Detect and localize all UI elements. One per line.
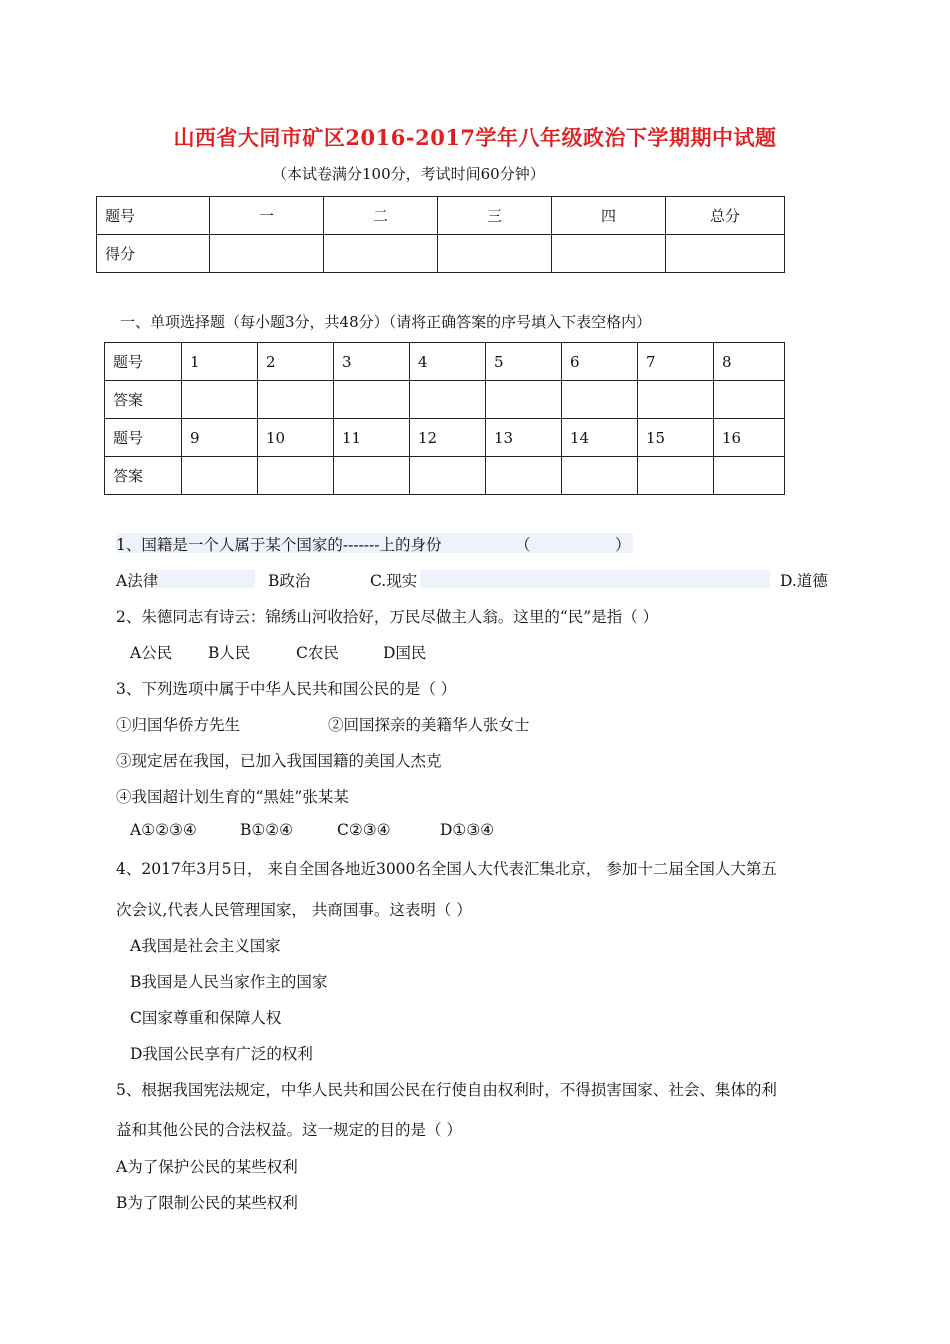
- question-number-cell: 4: [410, 343, 486, 381]
- question-number-cell: 14: [562, 419, 638, 457]
- score-cell[interactable]: [552, 235, 666, 273]
- score-value-row: [97, 235, 785, 273]
- question-2-option-a[interactable]: A公民: [130, 644, 173, 662]
- answer-number-row: [105, 343, 785, 381]
- highlight-band: [155, 570, 255, 588]
- score-table: [96, 196, 785, 273]
- answer-cell[interactable]: [258, 457, 334, 495]
- question-5-option-a[interactable]: A为了保护公民的某些权利: [116, 1158, 298, 1176]
- question-number-cell: 13: [486, 419, 562, 457]
- question-number-cell: 5: [486, 343, 562, 381]
- score-header-cell: 题号: [97, 197, 210, 235]
- exam-title: 山西省大同市矿区2016-2017学年八年级政治下学期期中试题: [173, 125, 777, 150]
- question-number-cell: 7: [638, 343, 714, 381]
- question-number-cell: 9: [182, 419, 258, 457]
- answer-row-label: 答案: [105, 381, 182, 419]
- question-4-stem-line-1: 4、2017年3月5日， 来自全国各地近3000名全国人大代表汇集北京， 参加十二届全国人大第五: [116, 860, 777, 878]
- question-3-option-c[interactable]: C②③④: [337, 821, 391, 839]
- answer-cell[interactable]: [410, 381, 486, 419]
- question-3-item-4: ④我国超计划生育的“黑娃”张某某: [116, 788, 349, 806]
- answer-cell[interactable]: [334, 381, 410, 419]
- question-number-cell: 8: [714, 343, 785, 381]
- question-number-cell: 2: [258, 343, 334, 381]
- answer-row-label: 题号: [105, 343, 182, 381]
- answer-cell[interactable]: [638, 381, 714, 419]
- question-2-stem: 2、朱德同志有诗云：锦绣山河收拾好，万民尽做主人翁。这里的“民”是指（ ）: [116, 608, 659, 626]
- score-header-cell: 三: [438, 197, 552, 235]
- answer-cell[interactable]: [182, 381, 258, 419]
- answer-table: [104, 342, 785, 495]
- question-3-option-b[interactable]: B①②④: [240, 821, 294, 839]
- question-1-paren-close: ）: [615, 536, 631, 554]
- question-3-item-2: ②回国探亲的美籍华人张女士: [328, 716, 530, 734]
- answer-blank-row: [105, 381, 785, 419]
- question-number-cell: 6: [562, 343, 638, 381]
- question-number-cell: 11: [334, 419, 410, 457]
- score-cell[interactable]: [666, 235, 785, 273]
- question-3-option-d[interactable]: D①③④: [440, 821, 495, 839]
- answer-row-label: 题号: [105, 419, 182, 457]
- question-1-paren-open: （: [515, 536, 531, 554]
- question-1-option-a[interactable]: A法律: [116, 572, 159, 590]
- question-number-cell: 15: [638, 419, 714, 457]
- question-3-item-3: ③现定居在我国，已加入我国国籍的美国人杰克: [116, 752, 442, 770]
- question-4-stem-line-2: 次会议,代表人民管理国家， 共商国事。这表明（ ）: [116, 901, 472, 919]
- answer-cell[interactable]: [486, 457, 562, 495]
- answer-cell[interactable]: [486, 381, 562, 419]
- exam-subtitle: （本试卷满分100分，考试时间60分钟）: [272, 165, 545, 183]
- question-number-cell: 12: [410, 419, 486, 457]
- question-4-option-d[interactable]: D我国公民享有广泛的权利: [130, 1045, 313, 1063]
- score-header-cell: 四: [552, 197, 666, 235]
- answer-cell[interactable]: [334, 457, 410, 495]
- question-number-cell: 1: [182, 343, 258, 381]
- answer-blank-row: [105, 457, 785, 495]
- question-1-option-b[interactable]: B政治: [268, 572, 311, 590]
- question-1-option-d[interactable]: D.道德: [780, 572, 828, 590]
- question-5-stem-line-2: 益和其他公民的合法权益。这一规定的目的是（ ）: [116, 1121, 462, 1139]
- answer-number-row: [105, 419, 785, 457]
- answer-cell[interactable]: [638, 457, 714, 495]
- score-header-cell: 总分: [666, 197, 785, 235]
- score-header-row: [97, 197, 785, 235]
- score-cell[interactable]: [438, 235, 552, 273]
- question-1-option-c[interactable]: C.现实: [370, 572, 418, 590]
- question-4-option-a[interactable]: A我国是社会主义国家: [130, 937, 281, 955]
- question-number-cell: 10: [258, 419, 334, 457]
- section-heading: 一、单项选择题（每小题3分，共48分）（请将正确答案的序号填入下表空格内）: [120, 313, 652, 331]
- answer-cell[interactable]: [714, 457, 785, 495]
- answer-cell[interactable]: [410, 457, 486, 495]
- question-5-stem-line-1: 5、根据我国宪法规定，中华人民共和国公民在行使自由权利时，不得损害国家、社会、集体的利: [116, 1081, 777, 1099]
- question-3-stem: 3、下列选项中属于中华人民共和国公民的是（ ）: [116, 680, 457, 698]
- question-2-option-b[interactable]: B人民: [208, 644, 251, 662]
- question-3-option-a[interactable]: A①②③④: [130, 821, 197, 839]
- answer-cell[interactable]: [258, 381, 334, 419]
- question-3-item-1: ①归国华侨方先生: [116, 716, 241, 734]
- question-number-cell: 16: [714, 419, 785, 457]
- question-2-option-c[interactable]: C农民: [296, 644, 339, 662]
- answer-cell[interactable]: [714, 381, 785, 419]
- answer-cell[interactable]: [182, 457, 258, 495]
- question-number-cell: 3: [334, 343, 410, 381]
- answer-cell[interactable]: [562, 381, 638, 419]
- score-cell[interactable]: [324, 235, 438, 273]
- answer-row-label: 答案: [105, 457, 182, 495]
- score-row-label: 得分: [97, 235, 210, 273]
- question-2-option-d[interactable]: D国民: [383, 644, 427, 662]
- answer-cell[interactable]: [562, 457, 638, 495]
- score-header-cell: 二: [324, 197, 438, 235]
- score-header-cell: 一: [210, 197, 324, 235]
- question-5-option-b[interactable]: B为了限制公民的某些权利: [116, 1194, 298, 1212]
- question-4-option-c[interactable]: C国家尊重和保障人权: [130, 1009, 282, 1027]
- question-1-stem: 1、国籍是一个人属于某个国家的-------上的身份: [116, 536, 442, 554]
- highlight-band: [420, 570, 770, 588]
- score-cell[interactable]: [210, 235, 324, 273]
- question-4-option-b[interactable]: B我国是人民当家作主的国家: [130, 973, 328, 991]
